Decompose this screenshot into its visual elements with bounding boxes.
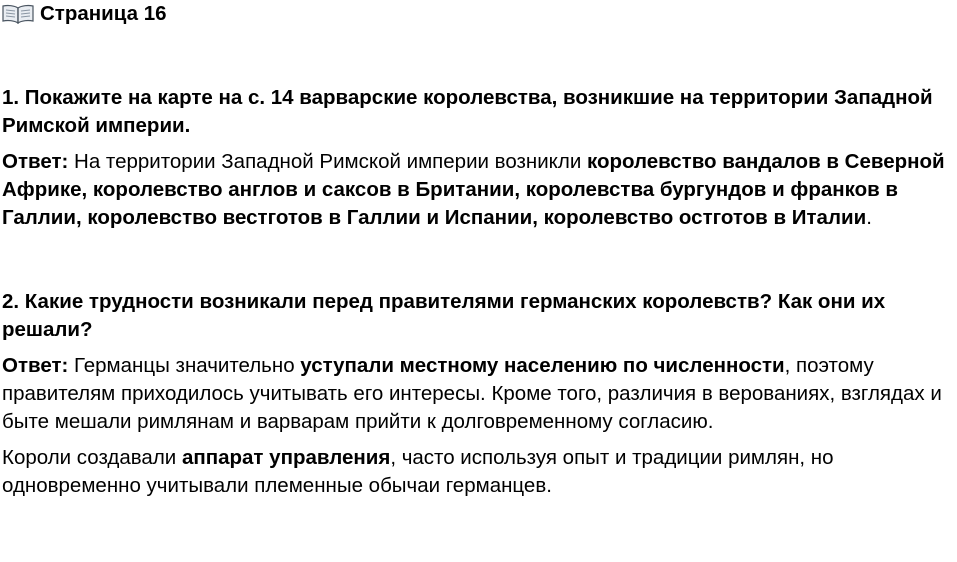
page-header <box>2 0 957 28</box>
answer-2-bold: уступали местному населению по численности <box>300 354 785 377</box>
answer-2-p2-bold: аппарат управления <box>181 446 391 469</box>
answer-2-rest: , поэтому правителям приходилось учитывать его интересы. Кроме того, различия в верованиях, взглядах и быте мешали римлянам и варварам прийти к долговременному согласию. <box>2 354 942 433</box>
answer-1-text: На территории Западной Римской империи возникли <box>68 150 587 173</box>
answer-1-label: Ответ: <box>2 150 69 173</box>
question-1: 1. Покажите на карте на с. 14 варварские королевства, возникшие на территории Западной Римской империи. <box>2 86 933 137</box>
answer-1 <box>2 148 957 232</box>
answer-2-label: Ответ: <box>2 354 69 377</box>
question-2: 2. Какие трудности возникали перед правителями германских королевств? Как они их решали? <box>2 290 886 341</box>
answer-2-p2-start: Короли создавали <box>2 446 182 469</box>
answer-2-text: Германцы значительно <box>68 354 301 377</box>
open-book-icon <box>2 4 34 24</box>
page-title: Страница 16 <box>40 2 167 25</box>
answer-2-p2-rest: , часто используя опыт и традиции римлян, но одновременно учитывали племенные обычаи германцев. <box>2 446 834 497</box>
answer-2-paragraph-2 <box>2 444 957 500</box>
answer-1-end: . <box>866 206 872 229</box>
answer-1-bold: королевство вандалов в Северной Африке, королевство англов и саксов в Британии, королевства бургундов и франков в Галлии, королевство вестготов в Галлии и Испании, королевство остготов в Италии <box>2 150 945 229</box>
answer-2 <box>2 352 957 436</box>
